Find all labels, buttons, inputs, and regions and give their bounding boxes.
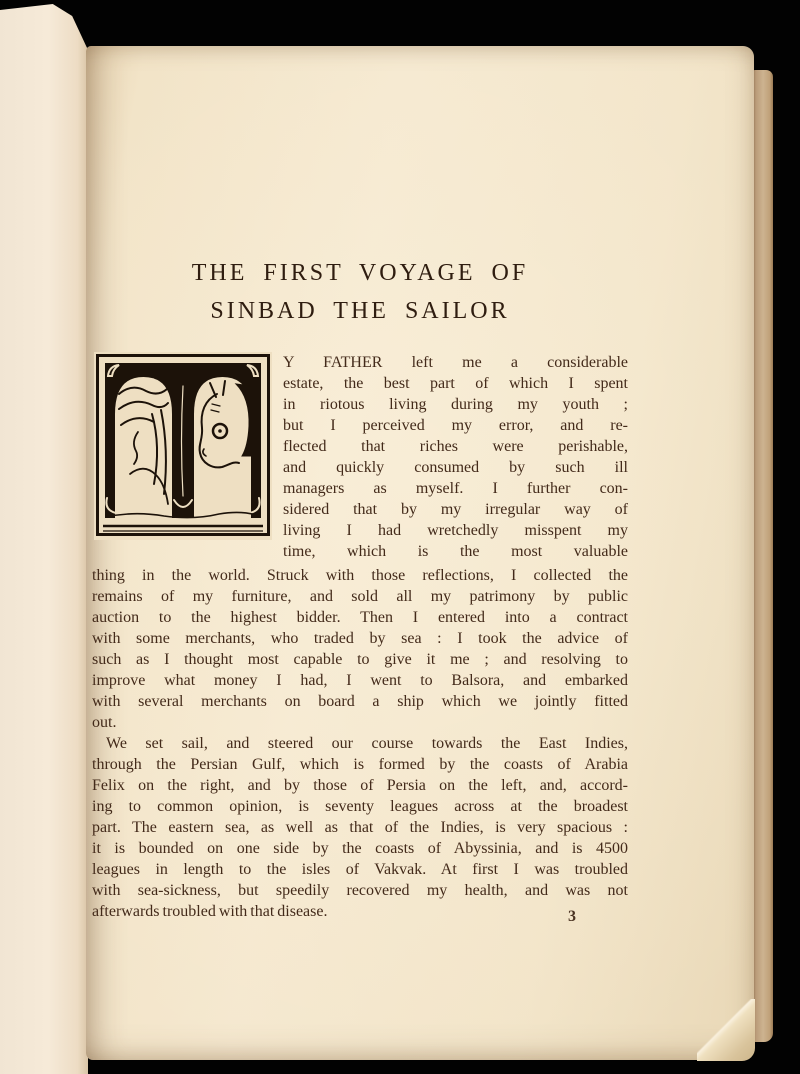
text-line: but I perceived my error, and re-	[283, 417, 628, 434]
text-line: estate, the best part of which I spent	[283, 375, 628, 392]
dog-ear-fold	[697, 999, 755, 1061]
body-text-full-column	[92, 565, 628, 922]
text-line: improve what money I had, I went to Balsora, and embarked	[92, 672, 628, 689]
text-line: part. The eastern sea, as well as that of the Indies, is very spacious :	[92, 819, 628, 836]
page-number: 3	[568, 908, 576, 925]
text-line: with sea-sickness, but speedily recovered my health, and was not	[92, 882, 628, 899]
text-line: sidered that by my irregular way of	[283, 501, 628, 518]
book-page	[86, 46, 754, 1060]
text-line: flected that riches were perishable,	[283, 438, 628, 455]
book-block-edge	[751, 70, 773, 1042]
chapter-title	[92, 254, 628, 330]
title-line-2: SINBAD THE SAILOR	[210, 298, 510, 324]
paragraph-1-narrow-column	[283, 352, 628, 562]
text-line: leagues in length to the isles of Vakvak. At first I was troubled	[92, 861, 628, 878]
facing-page-edge	[0, 0, 88, 1074]
text-line: Y FATHER left me a considerable	[283, 354, 628, 371]
illuminated-initial-m	[94, 352, 272, 540]
text-line: managers as myself. I further con-	[283, 480, 628, 497]
text-line: time, which is the most valuable	[283, 543, 628, 560]
text-line: and quickly consumed by such ill	[283, 459, 628, 476]
text-line: with several merchants on board a ship which we jointly fitted	[92, 693, 628, 710]
text-line: through the Persian Gulf, which is formed by the coasts of Arabia	[92, 756, 628, 773]
text-line: living I had wretchedly misspent my	[283, 522, 628, 539]
text-line: auction to the highest bidder. Then I entered into a contract	[92, 609, 628, 626]
paragraph-1-last-line: out.	[92, 714, 117, 731]
text-line: Felix on the right, and by those of Persia on the left, and, accord-	[92, 777, 628, 794]
text-line: in riotous living during my youth ;	[283, 396, 628, 413]
text-line: such as I thought most capable to give it me ; and resolving to	[92, 651, 628, 668]
title-line-1: THE FIRST VOYAGE OF	[191, 260, 529, 286]
text-line: remains of my furniture, and sold all my patrimony by public	[92, 588, 628, 605]
paragraph-2-last-line: afterwards troubled with that disease.	[92, 903, 328, 920]
text-line: ing to common opinion, is seventy leagues across at the broadest	[92, 798, 628, 815]
text-line: thing in the world. Struck with those reflections, I collected the	[92, 567, 628, 584]
text-line: it is bounded on one side by the coasts of Abyssinia, and is 4500	[92, 840, 628, 857]
text-line: with some merchants, who traded by sea : I took the advice of	[92, 630, 628, 647]
paragraph-2-first-line: We set sail, and steered our course towards the East Indies,	[106, 735, 628, 752]
